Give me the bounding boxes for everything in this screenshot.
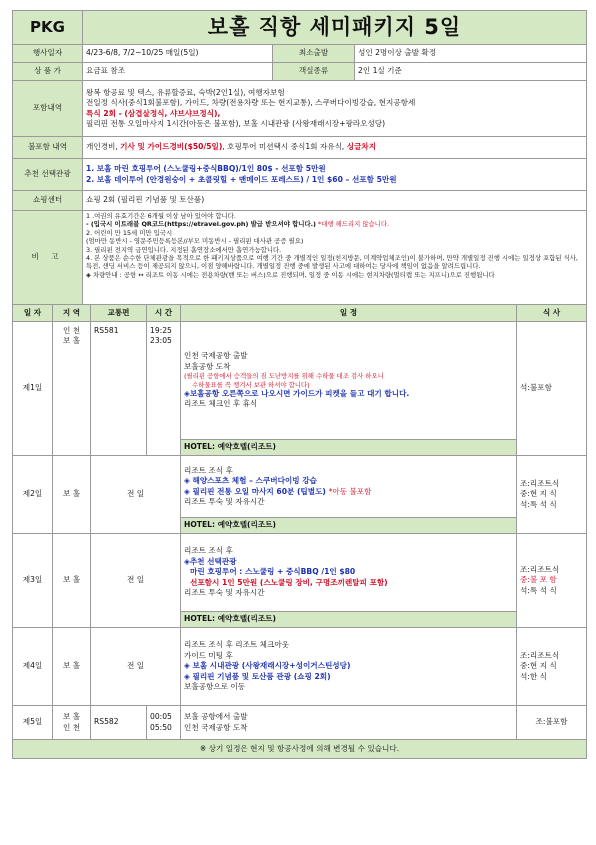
included-value <box>83 81 587 137</box>
day-2-label: 제2일 <box>13 456 53 534</box>
min-departure-value: 성인 2명이상 출발 확정 <box>355 45 587 63</box>
day-1-line-4: 리조트 체크인 후 휴식 <box>184 399 258 409</box>
day-5-area-2: 인 천 <box>62 722 81 732</box>
day-5-area-1: 보 홀 <box>62 712 81 722</box>
day-5-area <box>53 706 91 740</box>
day-3-line-4a: 선포함시 1인 5만원 <box>190 577 260 587</box>
day-4-label: 제4일 <box>13 628 53 706</box>
day-4-line-1: 리조트 조식 후 리조트 체크아웃 <box>184 640 290 650</box>
day-2-meal <box>517 456 587 534</box>
room-type-value: 2인 1실 기준 <box>355 63 587 81</box>
min-departure-label: 최소출발 <box>273 45 355 63</box>
day-3-line-5: 리조트 투숙 및 자유시간 <box>184 588 265 598</box>
note-6: 4. 본 상품은 순수한 단체관광을 목적으로 한 패키지상품으로 여행 기간 중 개별적인 일정(친지방문, 미계약업체조인)이 불가하며, 만약 개별일정 진행 시에는 일정상 포함된 식사, 특전, 샌딩 서비스 등이 제공되지 않으니, 이점 양해바랍니다. 개별일정 진행 중에 발생된 사고에 대하여는 당사에 책임이 없음을 알려드립니다. <box>86 254 578 271</box>
day-1-label: 제1일 <box>13 322 53 456</box>
package-info-table <box>12 10 587 305</box>
day-2-hotel: HOTEL: 예약호텔(리조트) <box>181 518 517 534</box>
note-2b: *대행 해드리지 않습니다. <box>315 220 390 229</box>
day-2-schedule <box>181 456 517 518</box>
day-5-time <box>147 706 181 740</box>
day-3-line-2: ◈추천 선택관광 <box>184 556 237 566</box>
day-4-line-5: 보홀공항으로 이동 <box>184 682 246 692</box>
notes-value <box>83 211 587 305</box>
day-3-line-3: 마린 호핑투어 : 스노쿨링 + 중식BBQ /1인 $80 <box>190 567 356 577</box>
note-2a: - (입국시 이트래블 QR코드(https://etravel.gov.ph) 발급 받으셔야 합니다.) <box>86 220 316 229</box>
excluded-value <box>83 137 587 159</box>
day-4-line-2: 가이드 미팅 후 <box>184 650 233 660</box>
col-area: 지 역 <box>53 305 91 322</box>
note-5: 3. 필리핀 전지역 금연입니다. 지정된 흡연장소에서만 흡연가능합니다. <box>86 245 282 254</box>
day-1-line-3: ◈보홀공항 오른쪽으로 나오시면 가이드가 피켓을 들고 대기 합니다. <box>184 388 410 398</box>
day-1-schedule <box>181 322 517 440</box>
day-4-meal <box>517 628 587 706</box>
day-5-time-2: 05:50 <box>150 722 172 732</box>
day-1-area <box>53 322 91 456</box>
option-1: 1. 보홀 마린 호핑투어 (스노쿨링+중식BBQ)/1인 80$ - 선포함 5만원 <box>86 164 326 174</box>
day-4-meal-2: 중:현 지 식 <box>520 661 557 671</box>
day-3-line-1: 리조트 조식 후 <box>184 546 233 556</box>
period-value: 4/23-6/8, 7/2~10/25 매일(5일) <box>83 45 273 63</box>
day-3-transport: 전 일 <box>91 534 181 628</box>
day-4-transport: 전 일 <box>91 628 181 706</box>
included-line-2: 전일정 식사(중식1회불포함), 가이드, 차량(전용차량 또는 현지교통), 스쿠버다이빙강습, 현지공항세 <box>86 98 416 108</box>
included-line-1: 왕복 항공료 및 텍스, 유류할증료, 숙박(2인1실), 여행자보험 <box>86 87 285 97</box>
day-3-label: 제3일 <box>13 534 53 628</box>
excluded-part-d: 싱글차지 <box>346 142 377 152</box>
col-transport: 교통편 <box>91 305 147 322</box>
note-4: (엄마만 동반시 - 영문주민등록등본//부모 미동반시 - 필리핀 대사관 공증 필요) <box>86 237 304 246</box>
day-4-line-4: ◈ 필리핀 기념품 및 토산품 관광 (쇼핑 2회) <box>184 671 331 681</box>
excluded-part-b: 기사 및 가이드경비($50/5일) <box>120 142 223 152</box>
day-3-hotel: HOTEL: 예약호텔(리조트) <box>181 612 517 628</box>
itinerary-table <box>12 304 587 759</box>
price-label: 상 품 가 <box>13 63 83 81</box>
excluded-part-a: 개인경비, <box>86 142 121 152</box>
day-1-time-1: 19:25 <box>150 326 172 335</box>
options-value <box>83 159 587 191</box>
shopping-label: 쇼핑센터 <box>13 191 83 211</box>
day-4-line-3: ◈ 보홀 시내관광 (사왕재래시장+성이거스틴성당) <box>184 661 351 671</box>
day-5-schedule <box>181 706 517 740</box>
note-3: 2. 어린이 만 15세 미만 입국시 <box>86 228 173 237</box>
day-1-line-2: 보홀공항 도착 <box>184 361 231 371</box>
excluded-label: 불포함 내역 <box>13 137 83 159</box>
day-2-area: 보 홀 <box>53 456 91 534</box>
price-value: 요금표 참조 <box>83 63 273 81</box>
day-1-line-1: 인천 국제공항 출발 <box>184 351 248 361</box>
room-type-label: 객실종류 <box>273 63 355 81</box>
day-2-line-2: ◈ 해양스포츠 체험 – 스쿠버다이빙 강습 <box>184 476 317 486</box>
day-4-meal-3: 석:한 식 <box>520 671 547 681</box>
day-2-line-3-note: *아동 불포함 <box>328 486 372 496</box>
day-5-line-2: 인천 국제공항 도착 <box>184 722 248 732</box>
included-label: 포함내역 <box>13 81 83 137</box>
day-2-line-4: 리조트 투숙 및 자유시간 <box>184 496 265 506</box>
included-line-4: 필리핀 전통 오일마사지 1시간(아동은 불포함), 보홀 시내관광 (사왕재래시장+팡라오성당) <box>86 118 386 128</box>
day-1-transport: RS581 <box>91 322 147 456</box>
col-time: 시 간 <box>147 305 181 322</box>
day-4-schedule <box>181 628 517 706</box>
shopping-value: 쇼핑 2회 (필리핀 기념품 및 토산품) <box>83 191 587 211</box>
day-2-line-1: 리조트 조식 후 <box>184 465 233 475</box>
day-1-time <box>147 322 181 456</box>
col-day: 일 자 <box>13 305 53 322</box>
included-special-meals: 특식 2회 - (삼겹살정식, 샤브샤브정식), <box>86 108 221 118</box>
day-3-meal <box>517 534 587 628</box>
day-1-time-2: 23:05 <box>150 336 172 346</box>
note-7: ◈ 차량안내 : 공항 ↔ 리조트 이동 시에는 전용차량(밴 또는 버스)으로 진행되며, 일정 중 이동 시에는 현지차량(멀티캡 또는 지프니)으로 진행됩니다 <box>86 270 495 279</box>
day-1-area-1: 인 천 <box>62 326 81 335</box>
notes-label: 비 고 <box>13 211 83 305</box>
option-2: 2. 보홀 데이투어 (안경원숭이 + 초콜릿힐 + 맨메이드 포레스트) / 1인 $60 – 선포함 5만원 <box>86 174 397 184</box>
day-5-line-1: 보홀 공항에서 출발 <box>184 712 248 722</box>
itinerary-page <box>12 10 586 759</box>
day-3-line-4b: (스노쿨링 장비, 구명조끼렌탈피 포함) <box>259 577 388 587</box>
pkg-label: PKG <box>13 11 83 45</box>
day-3-meal-1: 조:리조트식 <box>520 564 560 574</box>
day-5-transport: RS582 <box>91 706 147 740</box>
day-3-schedule <box>181 534 517 612</box>
day-2-line-3: ◈ 필리핀 전통 오일 마사지 60분 (팁별도) <box>184 486 329 496</box>
day-2-meal-2: 중:현 지 식 <box>520 489 557 499</box>
period-label: 행사일자 <box>13 45 83 63</box>
col-meal: 식 사 <box>517 305 587 322</box>
day-1-notice-2: 수하물표를 꼭 챙겨서 보관 하셔야 합니다) <box>192 380 310 389</box>
day-3-meal-2: 중:불 포 함 <box>520 575 557 585</box>
day-4-area: 보 홀 <box>53 628 91 706</box>
day-1-area-2: 보 홀 <box>62 336 81 346</box>
day-3-area: 보 홀 <box>53 534 91 628</box>
excluded-part-c: , 호핑투어 미션택시 중식1회 자유식, <box>222 142 347 152</box>
day-4-meal-1: 조:리조트식 <box>520 650 560 660</box>
footer-notice: ※ 상기 일정은 현지 및 항공사정에 의해 변경될 수 있습니다. <box>13 740 587 759</box>
col-schedule: 일 정 <box>181 305 517 322</box>
day-1-meal: 석:불포함 <box>517 322 587 456</box>
day-5-label: 제5일 <box>13 706 53 740</box>
page-title: 보홀 직항 세미패키지 5일 <box>83 11 587 45</box>
day-1-notice-1: (필리핀 공항에서 승객들의 짐 도난방지를 위해 수하물 대조 검사 하오니 <box>184 372 384 381</box>
note-1: 1 .여권의 유효기간은 6개월 이상 남아 있어야 합니다. <box>86 212 236 220</box>
day-2-transport: 전 일 <box>91 456 181 534</box>
options-label: 추천 선택관광 <box>13 159 83 191</box>
day-3-meal-3: 석:특 석 식 <box>520 585 557 595</box>
day-1-hotel: HOTEL: 예약호텔(리조트) <box>181 440 517 456</box>
day-5-time-1: 00:05 <box>150 712 172 722</box>
day-2-meal-1: 조:리조트식 <box>520 478 560 488</box>
day-2-meal-3: 석:특 석 식 <box>520 499 557 509</box>
day-5-meal: 조:불포함 <box>517 706 587 740</box>
